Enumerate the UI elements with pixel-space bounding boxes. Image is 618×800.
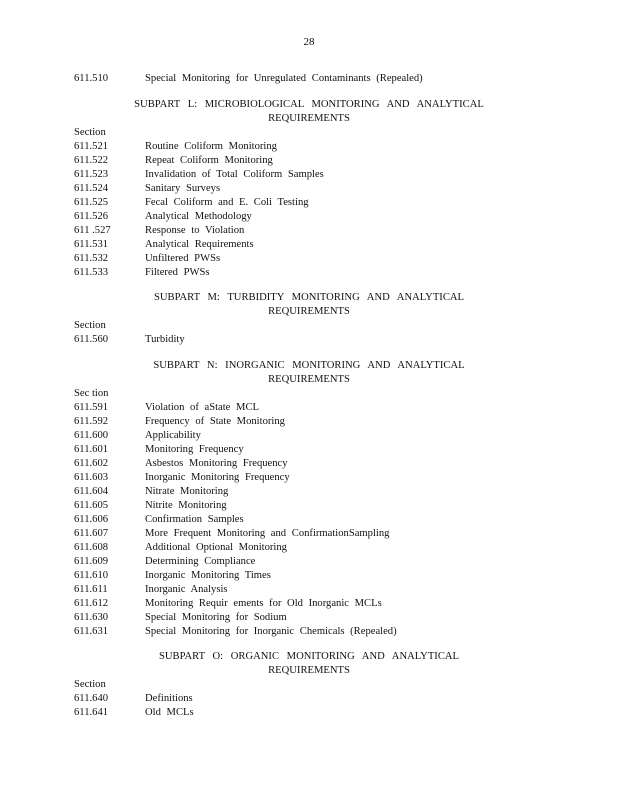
section-title: Monitoring Requir ements for Old Inorganic MCLs	[145, 598, 382, 609]
section-number: 611.523	[74, 169, 109, 180]
toc-entry	[74, 333, 185, 347]
section-title: Definitions	[145, 693, 193, 704]
section-number: 611.606	[74, 514, 109, 525]
section-title: Nitrate Monitoring	[145, 486, 229, 497]
section-title: Inorganic Monitoring Frequency	[145, 472, 290, 483]
toc-entry	[74, 266, 210, 280]
section-number: 611.532	[74, 253, 109, 264]
section-label: Sec tion	[74, 388, 109, 399]
toc-entry	[74, 499, 227, 513]
section-title: Determining Compliance	[145, 556, 256, 567]
section-title: Turbidity	[145, 334, 185, 345]
section-title: Applicability	[145, 430, 201, 441]
section-number: 611.531	[74, 239, 109, 250]
toc-entry	[74, 485, 228, 499]
section-title: Response to Violation	[145, 225, 245, 236]
toc-entry	[74, 182, 220, 196]
toc-entry	[74, 597, 382, 611]
section-number: 611.560	[74, 334, 109, 345]
section-title: Filtered PWSs	[145, 267, 210, 278]
section-number: 611.525	[74, 197, 109, 208]
section-number: 611.609	[74, 556, 109, 567]
section-number: 611.521	[74, 141, 109, 152]
subpart-heading-line: REQUIREMENTS	[268, 374, 350, 385]
section-label: Section	[74, 127, 106, 138]
toc-entry	[74, 401, 259, 415]
subpart-heading	[0, 98, 618, 126]
subpart-heading	[0, 359, 618, 387]
section-title: Analytical Requirements	[145, 239, 254, 250]
page-number: 28	[303, 36, 315, 48]
section-number: 611.640	[74, 693, 109, 704]
subpart-heading-line: REQUIREMENTS	[268, 113, 350, 124]
toc-entry	[74, 224, 244, 238]
subpart-heading-line: SUBPART L: MICROBIOLOGICAL MONITORING AND ANALYTICAL	[134, 99, 484, 110]
toc-entry	[74, 238, 254, 252]
toc-entry	[74, 706, 194, 720]
toc-entry	[74, 210, 252, 224]
section-title: Monitoring Frequency	[145, 444, 244, 455]
toc-entry	[74, 541, 287, 555]
toc-entry	[74, 168, 324, 182]
section-number: 611.601	[74, 444, 109, 455]
toc-entry	[74, 513, 244, 527]
section-number: 611.591	[74, 402, 109, 413]
section-number: 611.605	[74, 500, 109, 511]
section-number: 611.603	[74, 472, 109, 483]
section-label: Section	[74, 320, 106, 331]
section-title: Special Monitoring for Sodium	[145, 612, 287, 623]
section-number: 611.611	[74, 584, 108, 595]
toc-entry	[74, 555, 255, 569]
section-number: 611.641	[74, 707, 109, 718]
toc-entry	[74, 569, 271, 583]
toc-entry	[74, 457, 288, 471]
subpart-heading-line: REQUIREMENTS	[268, 306, 350, 317]
section-title: Invalidation of Total Coliform Samples	[145, 169, 324, 180]
subpart-heading	[0, 650, 618, 678]
section-number: 611.522	[74, 155, 109, 166]
section-number: 611.526	[74, 211, 109, 222]
section-title: Special Monitoring for Unregulated Contaminants (Repealed)	[145, 73, 423, 84]
section-number: 611.533	[74, 267, 109, 278]
subpart-heading-line: SUBPART M: TURBIDITY MONITORING AND ANALYTICAL	[153, 292, 465, 303]
subpart-heading-line: REQUIREMENTS	[268, 665, 350, 676]
section-title: Asbestos Monitoring Frequency	[145, 458, 288, 469]
section-number: 611.610	[74, 570, 109, 581]
toc-entry	[74, 72, 423, 86]
subpart-heading-line: SUBPART N: INORGANIC MONITORING AND ANALYTICAL	[153, 360, 465, 371]
section-number: 611.612	[74, 598, 109, 609]
section-title: Sanitary Surveys	[145, 183, 221, 194]
section-title: Special Monitoring for Inorganic Chemicals (Repealed)	[145, 626, 397, 637]
section-title: Unfiltered PWSs	[145, 253, 221, 264]
subpart-heading-line: SUBPART O: ORGANIC MONITORING AND ANALYTICAL	[158, 651, 460, 662]
section-number: 611 .527	[74, 225, 111, 236]
section-number: 611.607	[74, 528, 109, 539]
section-title: Confirmation Samples	[145, 514, 244, 525]
section-number: 611.631	[74, 626, 109, 637]
section-label: Section	[74, 679, 106, 690]
section-title: More Frequent Monitoring and ConfirmationSampling	[145, 528, 390, 539]
toc-entry	[74, 471, 290, 485]
section-number: 611.604	[74, 486, 109, 497]
toc-entry	[74, 196, 309, 210]
toc-entry	[74, 140, 277, 154]
section-title: Repeat Coliform Monitoring	[145, 155, 273, 166]
section-title: Inorganic Monitoring Times	[145, 570, 271, 581]
section-number: 611.630	[74, 612, 109, 623]
toc-entry	[74, 611, 287, 625]
section-title: Frequency of State Monitoring	[145, 416, 285, 427]
section-number: 611.510	[74, 73, 109, 84]
section-title: Inorganic Analysis	[145, 584, 228, 595]
section-title: Additional Optional Monitoring	[145, 542, 287, 553]
toc-entry	[74, 583, 228, 597]
section-title: Fecal Coliform and E. Coli Testing	[145, 197, 309, 208]
section-number: 611.524	[74, 183, 109, 194]
section-title: Routine Coliform Monitoring	[145, 141, 277, 152]
toc-entry	[74, 443, 244, 457]
toc-entry	[74, 527, 389, 541]
toc-entry	[74, 415, 285, 429]
section-title: Analytical Methodology	[145, 211, 252, 222]
section-title: Nitrite Monitoring	[145, 500, 227, 511]
section-title: Old MCLs	[145, 707, 194, 718]
subpart-heading	[0, 291, 618, 319]
toc-entry	[74, 625, 397, 639]
section-number: 611.602	[74, 458, 109, 469]
toc-entry	[74, 252, 220, 266]
toc-entry	[74, 692, 193, 706]
toc-entry	[74, 429, 201, 443]
section-number: 611.608	[74, 542, 109, 553]
section-number: 611.600	[74, 430, 109, 441]
section-title: Violation of aState MCL	[145, 402, 259, 413]
toc-entry	[74, 154, 273, 168]
section-number: 611.592	[74, 416, 109, 427]
